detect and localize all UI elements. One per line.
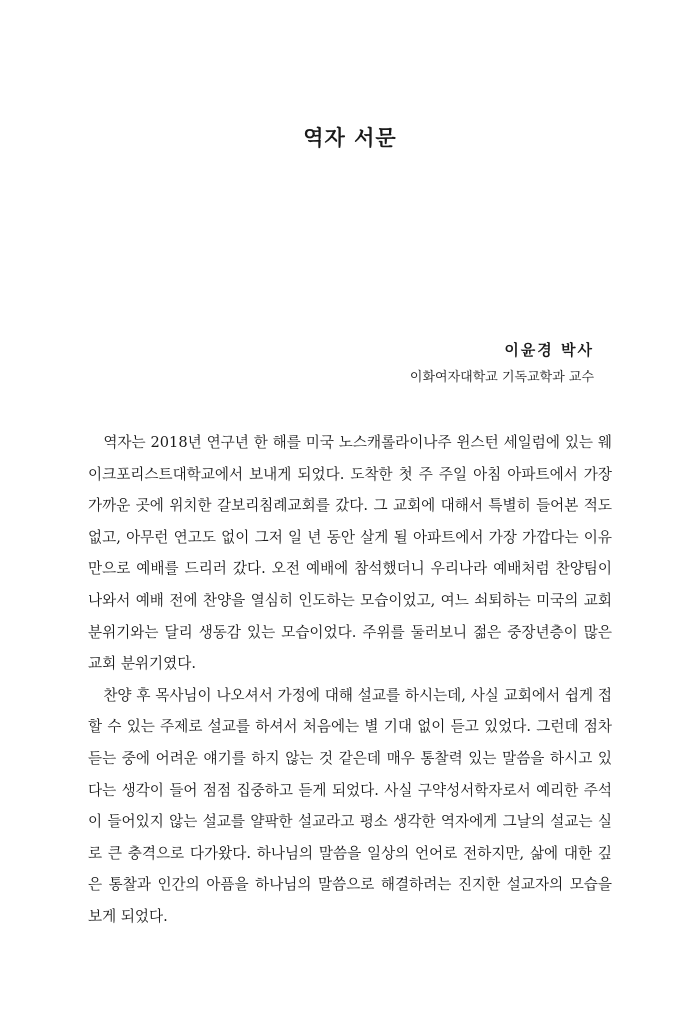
paragraph: 역자는 2018년 연구년 한 해를 미국 노스캐롤라이나주 윈스턴 세일럼에 있는 웨이크포리스트대학교에서 보내게 되었다. 도착한 첫 주 주일 아침 아파트에서 가장 가까운 곳에 위치한 갈보리침례교회를 갔다. 그 교회에 대해서 특별히 들어본 적도 없고, 아무런 연고도 없이 그저 일 년 동안 살게 될 아파트에서 가장 가깝다는 이유만으로 예배를 드리러 갔다. 오전 예배에 참석했더니 우리나라 예배처럼 찬양팀이 나와서 예배 전에 찬양을 열심히 인도하는 모습이었고, 여느 쇠퇴하는 미국의 교회 분위기와는 달리 생동감 있는 모습이었다. 주위를 둘러보니 젊은 중장년층이 많은 교회 분위기였다. (88, 434, 612, 673)
author-block (410, 340, 594, 388)
author-affiliation: 이화여자대학교 기독교학과 교수 (409, 370, 594, 385)
page-title: 역자 서문 (303, 126, 397, 150)
paragraph: 찬양 후 목사님이 나오셔서 가정에 대해 설교를 하시는데, 사실 교회에서 쉽게 접할 수 있는 주제로 설교를 하셔서 처음에는 별 기대 없이 듣고 있었다. 그런데 점차 듣는 중에 어려운 얘기를 하지 않는 것 같은데 매우 통찰력 있는 말씀을 하시고 있다는 생각이 들어 점점 집중하고 듣게 되었다. 사실 구약성서학자로서 예리한 주석이 들어있지 않는 설교를 얄팍한 설교라고 평소 생각한 역자에게 그날의 설교는 실로 큰 충격으로 다가왔다. 하나님의 말씀을 일상의 언어로 전하지만, 삶에 대한 깊은 통찰과 인간의 아픔을 하나님의 말씀으로 해결하려는 진지한 설교자의 모습을 보게 되었다. (88, 686, 612, 925)
body-text (88, 427, 612, 933)
author-name: 이윤경 박사 (504, 341, 594, 359)
